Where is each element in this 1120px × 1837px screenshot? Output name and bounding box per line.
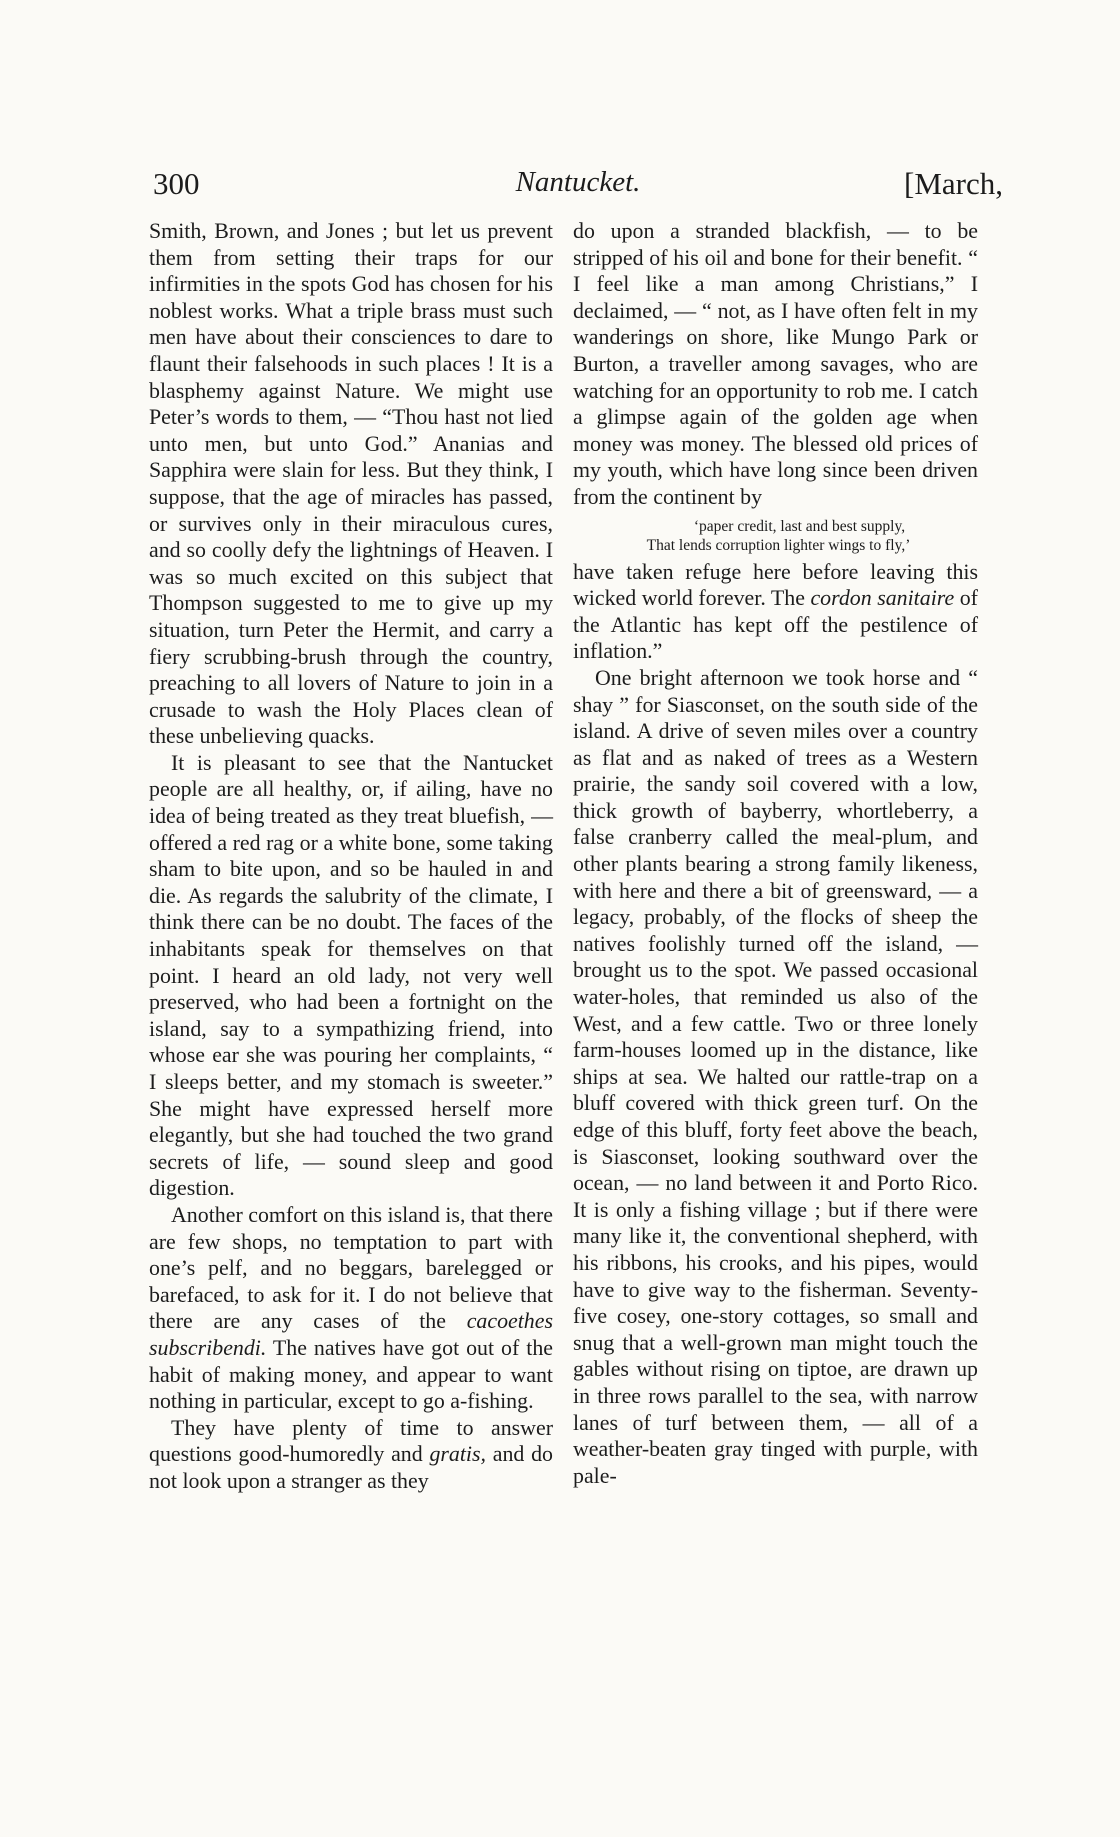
paragraph (149, 1415, 553, 1495)
quote-line: ‘paper credit, last and best supply, (693, 517, 906, 535)
text-run: They have plenty of time to answer questions good-humoredly and (149, 1414, 553, 1467)
text-run: of the Atlantic has kept off the pestilence of inflation.” (573, 585, 978, 664)
running-title: Nantucket. (515, 166, 641, 198)
text-run: Another comfort on this island is, that there are few shops, no temptation to part with one’s pelf, and no beggars, barelegged or barefaced, to ask for it. I do not believe that there are any cases of the (149, 1201, 553, 1334)
verse-quote (573, 517, 978, 555)
italic-phrase: cacoethes subscribendi. (149, 1308, 553, 1360)
page-number: 300 (153, 166, 200, 201)
text-run: and do not look upon a stranger as they (149, 1441, 553, 1493)
running-month: [March, (904, 166, 1003, 201)
paragraph: Smith, Brown, and Jones ; but let us prevent them from setting their traps for our infirmities in the spots God has chosen for his noblest works. What a triple brass must such men have about their consciences to dare to flaunt their falsehoods in such places ! It is a blasphemy against Nature. We might use Peter’s words to them, — “Thou hast not lied unto men, but unto God.” Ananias and Sapphira were slain for less. But they think, I suppose, that the age of miracles has passed, or survives only in their miraculous cures, and so coolly defy the lightnings of Heaven. I was so much excited on this subject that Thompson suggested to me to give up my situation, turn Peter the Hermit, and carry a fiery scrubbing-brush through the country, preaching to all lovers of Nature to join in a crusade to wash the Holy Places clean of these unbelieving quacks. (149, 218, 553, 749)
paragraph (149, 1202, 553, 1415)
right-column (573, 218, 978, 1489)
quote-line: That lends corruption lighter wings to fly,’ (646, 536, 911, 554)
paragraph: It is pleasant to see that the Nantucket people are all healthy, or, if ailing, have no idea of being treated as they treat bluefish, — offered a red rag or a white bone, some taking sham to bite upon, and so be hauled in and die. As regards the salubrity of the climate, I think there can be no doubt. The faces of the inhabitants speak for themselves on that point. I heard an old lady, not very well preserved, who had been a fortnight on the island, say to a sympathizing friend, into whose ear she was pouring her complaints, “ I sleeps better, and my stomach is sweeter.” She might have expressed herself more elegantly, but she had touched the two grand secrets of life, — sound sleep and good digestion. (149, 749, 553, 1201)
text-run: have taken refuge here before leaving this wicked world forever. The (573, 558, 978, 611)
paragraph (573, 559, 978, 665)
text-run: The natives have got out of the habit of making money, and appear to want nothing in particular, except to go a-fishing. (149, 1334, 553, 1414)
left-column (149, 218, 553, 1495)
italic-phrase: cordon sanitaire (810, 585, 955, 611)
paragraph: do upon a stranded blackfish, — to be stripped of his oil and bone for their benefit. “ I feel like a man among Christians,” I declaimed, — “ not, as I have often felt in my wanderings on shore, like Mungo Park or Burton, a traveller among savages, who are watching for an opportunity to rob me. I catch a glimpse again of the golden age when money was money. The blessed old prices of my youth, which have long since been driven from the continent by (573, 218, 978, 509)
italic-phrase: gratis, (429, 1441, 487, 1467)
paragraph: One bright afternoon we took horse and “ shay ” for Siasconset, on the south side of the island. A drive of seven miles over a country as flat and as naked of trees as a Western prairie, the sandy soil covered with a low, thick growth of bayberry, whortleberry, a false cranberry called the meal-plum, and other plants bearing a strong family likeness, with here and there a bit of greensward, — a legacy, probably, of the flocks of sheep the natives foolishly turned off the island, — brought us to the spot. We passed occasional water-holes, that reminded us also of the West, and a few cattle. Two or three lonely farm-houses loomed up in the distance, like ships at sea. We halted our rattle-trap on a bluff covered with thick green turf. On the edge of this bluff, forty feet above the beach, is Siasconset, looking southward over the ocean, — no land between it and Porto Rico. It is only a fishing village ; but if there were many like it, the conventional shepherd, with his ribbons, his crooks, and his pipes, would have to give way to the fisherman. Seventy-five cosey, one-story cottages, so small and snug that a well-grown man might touch the gables without rising on tiptoe, are drawn up in three rows parallel to the sea, with narrow lanes of turf between them, — all of a weather-beaten gray tinged with purple, with pale- (573, 664, 978, 1488)
page-header (153, 166, 1003, 214)
